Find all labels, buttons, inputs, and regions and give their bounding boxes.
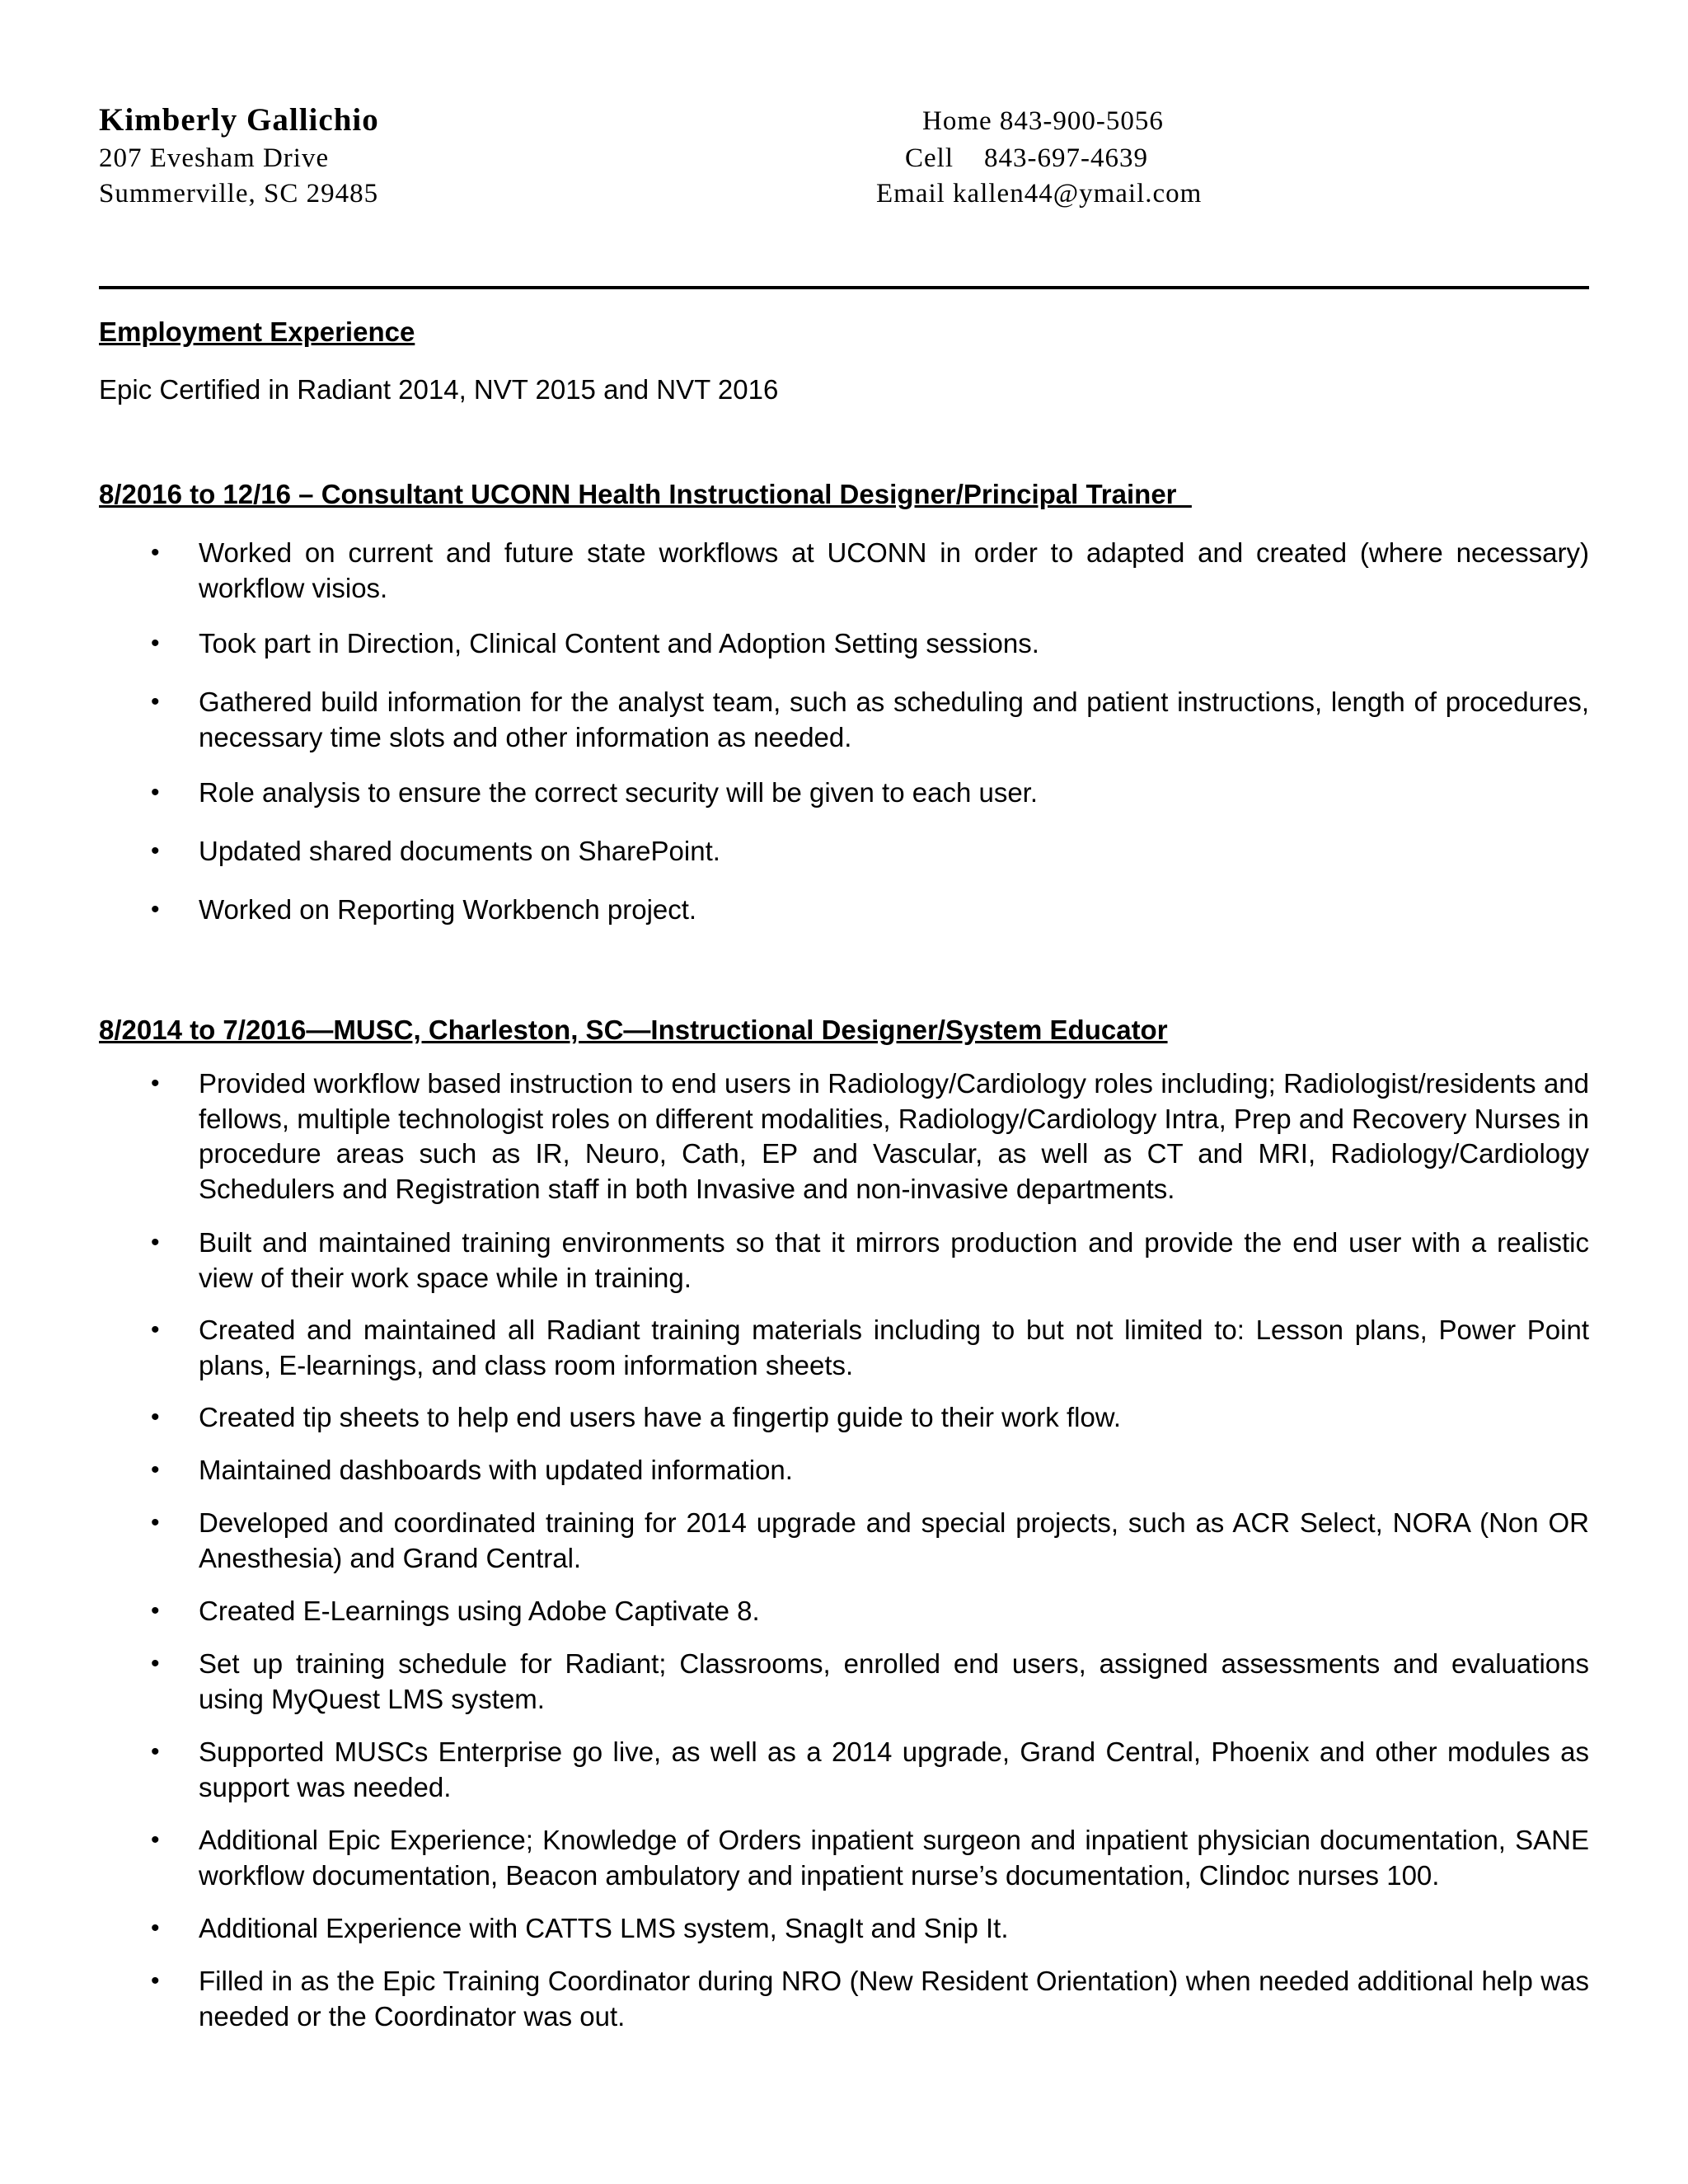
list-item-text: Additional Experience with CATTS LMS system, SnagIt and Snip It. <box>199 1913 1009 1943</box>
address-line-2: Summerville, SC 29485 <box>99 179 379 209</box>
bullet-icon: • <box>151 1650 160 1677</box>
list-item-text: Created tip sheets to help end users have a fingertip guide to their work flow. <box>199 1402 1121 1432</box>
list-item-text: Filled in as the Epic Training Coordinator during NRO (New Resident Orientation) when needed additional help was needed or the Coordinator was out. <box>199 1966 1589 2032</box>
list-item-text: Created E-Learnings using Adobe Captivate 8. <box>199 1596 760 1626</box>
job-title-musc: 8/2014 to 7/2016—MUSC, Charleston, SC—Instructional Designer/System Educator <box>99 1015 1168 1045</box>
list-item-text: Built and maintained training environments so that it mirrors production and provide the end user with a realistic view of their work space while in training. <box>199 1227 1589 1293</box>
section-title: Employment Experience <box>99 316 415 347</box>
list-item-text: Created and maintained all Radiant training materials including to but not limited to: Lesson plans, Power Point plans, E-learnings, and class room information sheets. <box>199 1315 1589 1380</box>
address-line-1: 207 Evesham Drive <box>99 143 330 173</box>
list-item-text: Role analysis to ensure the correct security will be given to each user. <box>199 777 1039 808</box>
job-title-uconn: 8/2016 to 12/16 – Consultant UCONN Health Instructional Designer/Principal Trainer <box>99 479 1192 509</box>
bullet-icon: • <box>151 896 160 923</box>
bullet-icon: • <box>151 539 160 566</box>
list-item-text: Developed and coordinated training for 2014 upgrade and special projects, such as ACR Select, NORA (Non OR Anesthesia) and Grand Central. <box>199 1507 1589 1573</box>
applicant-name: Kimberly Gallichio <box>99 102 379 138</box>
bullet-icon: • <box>151 1316 160 1343</box>
list-item-text: Supported MUSCs Enterprise go live, as well as a 2014 upgrade, Grand Central, Phoenix and other modules as support was needed. <box>199 1736 1589 1802</box>
list-item-text: Provided workflow based instruction to end users in Radiology/Cardiology roles including; Radiologist/residents and fellows, multiple technologist roles on different modalities, Radiology/Cardiology Intra, Prep and Recovery Nurses in procedure areas such as IR, Neuro, Cath, EP and Vascular, as well as CT and MRI, Radiology/Cardiology Schedulers and Registration staff in both Invasive and non-invasive departments. <box>199 1068 1589 1204</box>
bullet-icon: • <box>151 630 160 657</box>
bullet-icon: • <box>151 1070 160 1097</box>
bullet-icon: • <box>151 1967 160 1994</box>
bullet-icon: • <box>151 1826 160 1854</box>
list-item-text: Worked on Reporting Workbench project. <box>199 894 697 925</box>
list-item-text: Additional Epic Experience; Knowledge of Orders inpatient surgeon and inpatient physician documentation, SANE workflow documentation, Beacon ambulatory and inpatient nurse’s documentation, Clindoc nurses 100. <box>199 1825 1589 1891</box>
list-item-text: Set up training schedule for Radiant; Classrooms, enrolled end users, assigned assessments and evaluations using MyQuest LMS system. <box>199 1648 1589 1714</box>
certification-line: Epic Certified in Radiant 2014, NVT 2015 and NVT 2016 <box>99 374 779 405</box>
home-phone: Home 843-900-5056 <box>922 106 1164 136</box>
list-item-text: Worked on current and future state workflows at UCONN in order to adapted and created (where necessary) workflow visios. <box>199 537 1589 603</box>
list-item-text: Maintained dashboards with updated information. <box>199 1455 793 1485</box>
email-address: Email kallen44@ymail.com <box>876 179 1203 209</box>
list-item-text: Updated shared documents on SharePoint. <box>199 836 720 866</box>
cell-phone: Cell 843-697-4639 <box>905 143 1148 173</box>
header-divider <box>99 286 1589 289</box>
bullet-icon: • <box>151 779 160 806</box>
bullet-icon: • <box>151 1597 160 1624</box>
bullet-icon: • <box>151 1404 160 1431</box>
bullet-icon: • <box>151 688 160 715</box>
list-item-text: Took part in Direction, Clinical Content and Adoption Setting sessions. <box>199 628 1039 658</box>
bullet-icon: • <box>151 1456 160 1483</box>
bullet-icon: • <box>151 1509 160 1536</box>
list-item-text: Gathered build information for the analyst team, such as scheduling and patient instructions, length of procedures, necessary time slots and other information as needed. <box>199 687 1589 752</box>
bullet-icon: • <box>151 1738 160 1765</box>
bullet-icon: • <box>151 837 160 865</box>
bullet-icon: • <box>151 1229 160 1256</box>
bullet-icon: • <box>151 1915 160 1942</box>
